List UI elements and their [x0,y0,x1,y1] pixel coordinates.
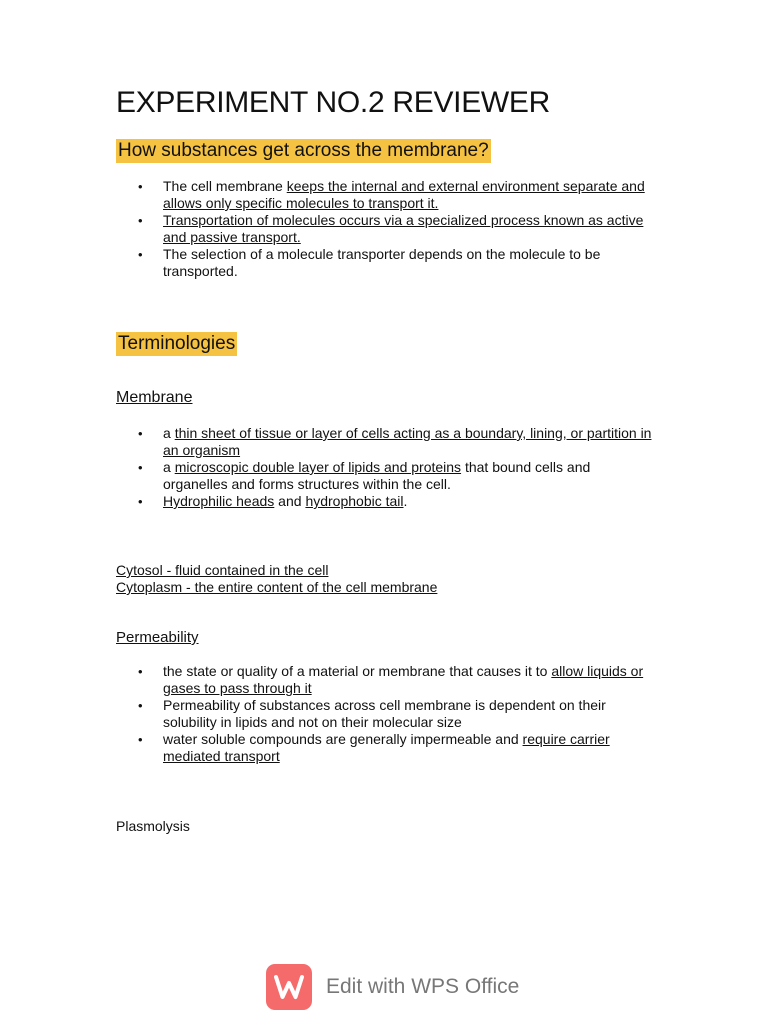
section-heading-terminologies: Terminologies [118,333,236,354]
list-item: • the state or quality of a material or membrane that causes it to allow liquids or gases to pass through it [138,663,658,697]
section-heading-membrane-transport: How substances get across the membrane? [118,140,489,161]
edit-with-wps-button[interactable] [266,964,519,1010]
plasmolysis-label: Plasmolysis [116,818,190,834]
subheading-permeability: Permeability [116,629,199,646]
subheading-membrane: Membrane [116,389,193,406]
membrane-definition-list [138,425,658,510]
list-item: • Permeability of substances across cell membrane is dependent on their solubility in lipids and not on their molecular size [138,697,658,731]
list-item: • water soluble compounds are generally impermeable and require carrier mediated transport [138,731,658,765]
list-item: • The selection of a molecule transporter depends on the molecule to be transported. [138,246,658,280]
membrane-transport-list [138,178,658,280]
list-item: • a microscopic double layer of lipids and proteins that bound cells and organelles and forms structures within the cell. [138,459,658,493]
permeability-list [138,663,658,765]
wps-logo-icon [266,964,312,1010]
document-title: EXPERIMENT NO.2 REVIEWER [116,86,550,119]
list-item: • Transportation of molecules occurs via a specialized process known as active and passive transport. [138,212,658,246]
list-item: • Hydrophilic heads and hydrophobic tail. [138,493,658,510]
list-item: • The cell membrane keeps the internal and external environment separate and allows only specific molecules to transport it. [138,178,658,212]
list-item: • a thin sheet of tissue or layer of cells acting as a boundary, lining, or partition in an organism [138,425,658,459]
wps-label: Edit with WPS Office [326,975,520,998]
cytosol-definition: Cytosol - fluid contained in the cell [116,562,329,578]
cytoplasm-definition: Cytoplasm - the entire content of the cell membrane [116,579,438,595]
